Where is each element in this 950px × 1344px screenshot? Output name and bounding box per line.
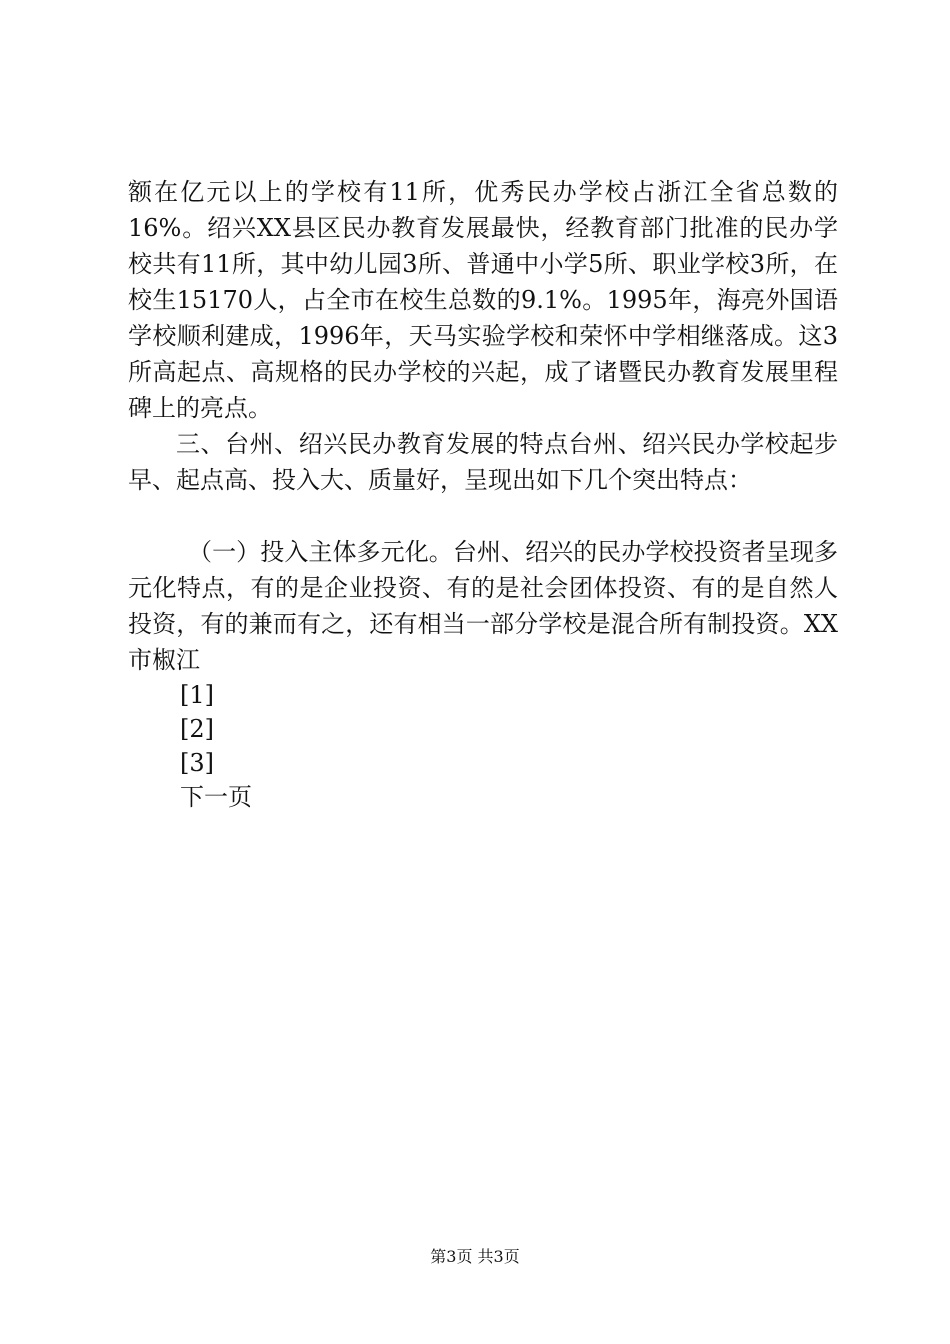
page-link-1[interactable]: [1] <box>180 681 214 709</box>
page-link-2[interactable]: [2] <box>180 715 214 743</box>
paragraph-2-section-heading: 三、台州、绍兴民办教育发展的特点台州、绍兴民办学校起步早、起点高、投入大、质量好，呈现出如下几个突出特点： <box>128 430 838 494</box>
paragraph-3: （一）投入主体多元化。台州、绍兴的民办学校投资者呈现多元化特点，有的是企业投资、有的是社会团体投资、有的是自然人投资，有的兼而有之，还有相当一部分学校是混合所有制投资。XX市椒江 <box>128 538 838 674</box>
page-link-3[interactable]: [3] <box>180 749 214 777</box>
page-indicator: 第3页 共3页 <box>430 1247 520 1266</box>
page-footer <box>0 1244 950 1267</box>
pagination-links <box>128 678 838 814</box>
document-body <box>128 174 838 814</box>
next-page-link[interactable]: 下一页 <box>180 783 252 811</box>
paragraph-1: 额在亿元以上的学校有11所，优秀民办学校占浙江全省总数的16%。绍兴XX县区民办教育发展最快，经教育部门批准的民办学校共有11所，其中幼儿园3所、普通中小学5所、职业学校3所，在校生15170人，占全市在校生总数的9.1%。1995年，海亮外国语学校顺利建成，1996年，天马实验学校和荣怀中学相继落成。这3所高起点、高规格的民办学校的兴起，成了诸暨民办教育发展里程碑上的亮点。 <box>128 178 838 422</box>
